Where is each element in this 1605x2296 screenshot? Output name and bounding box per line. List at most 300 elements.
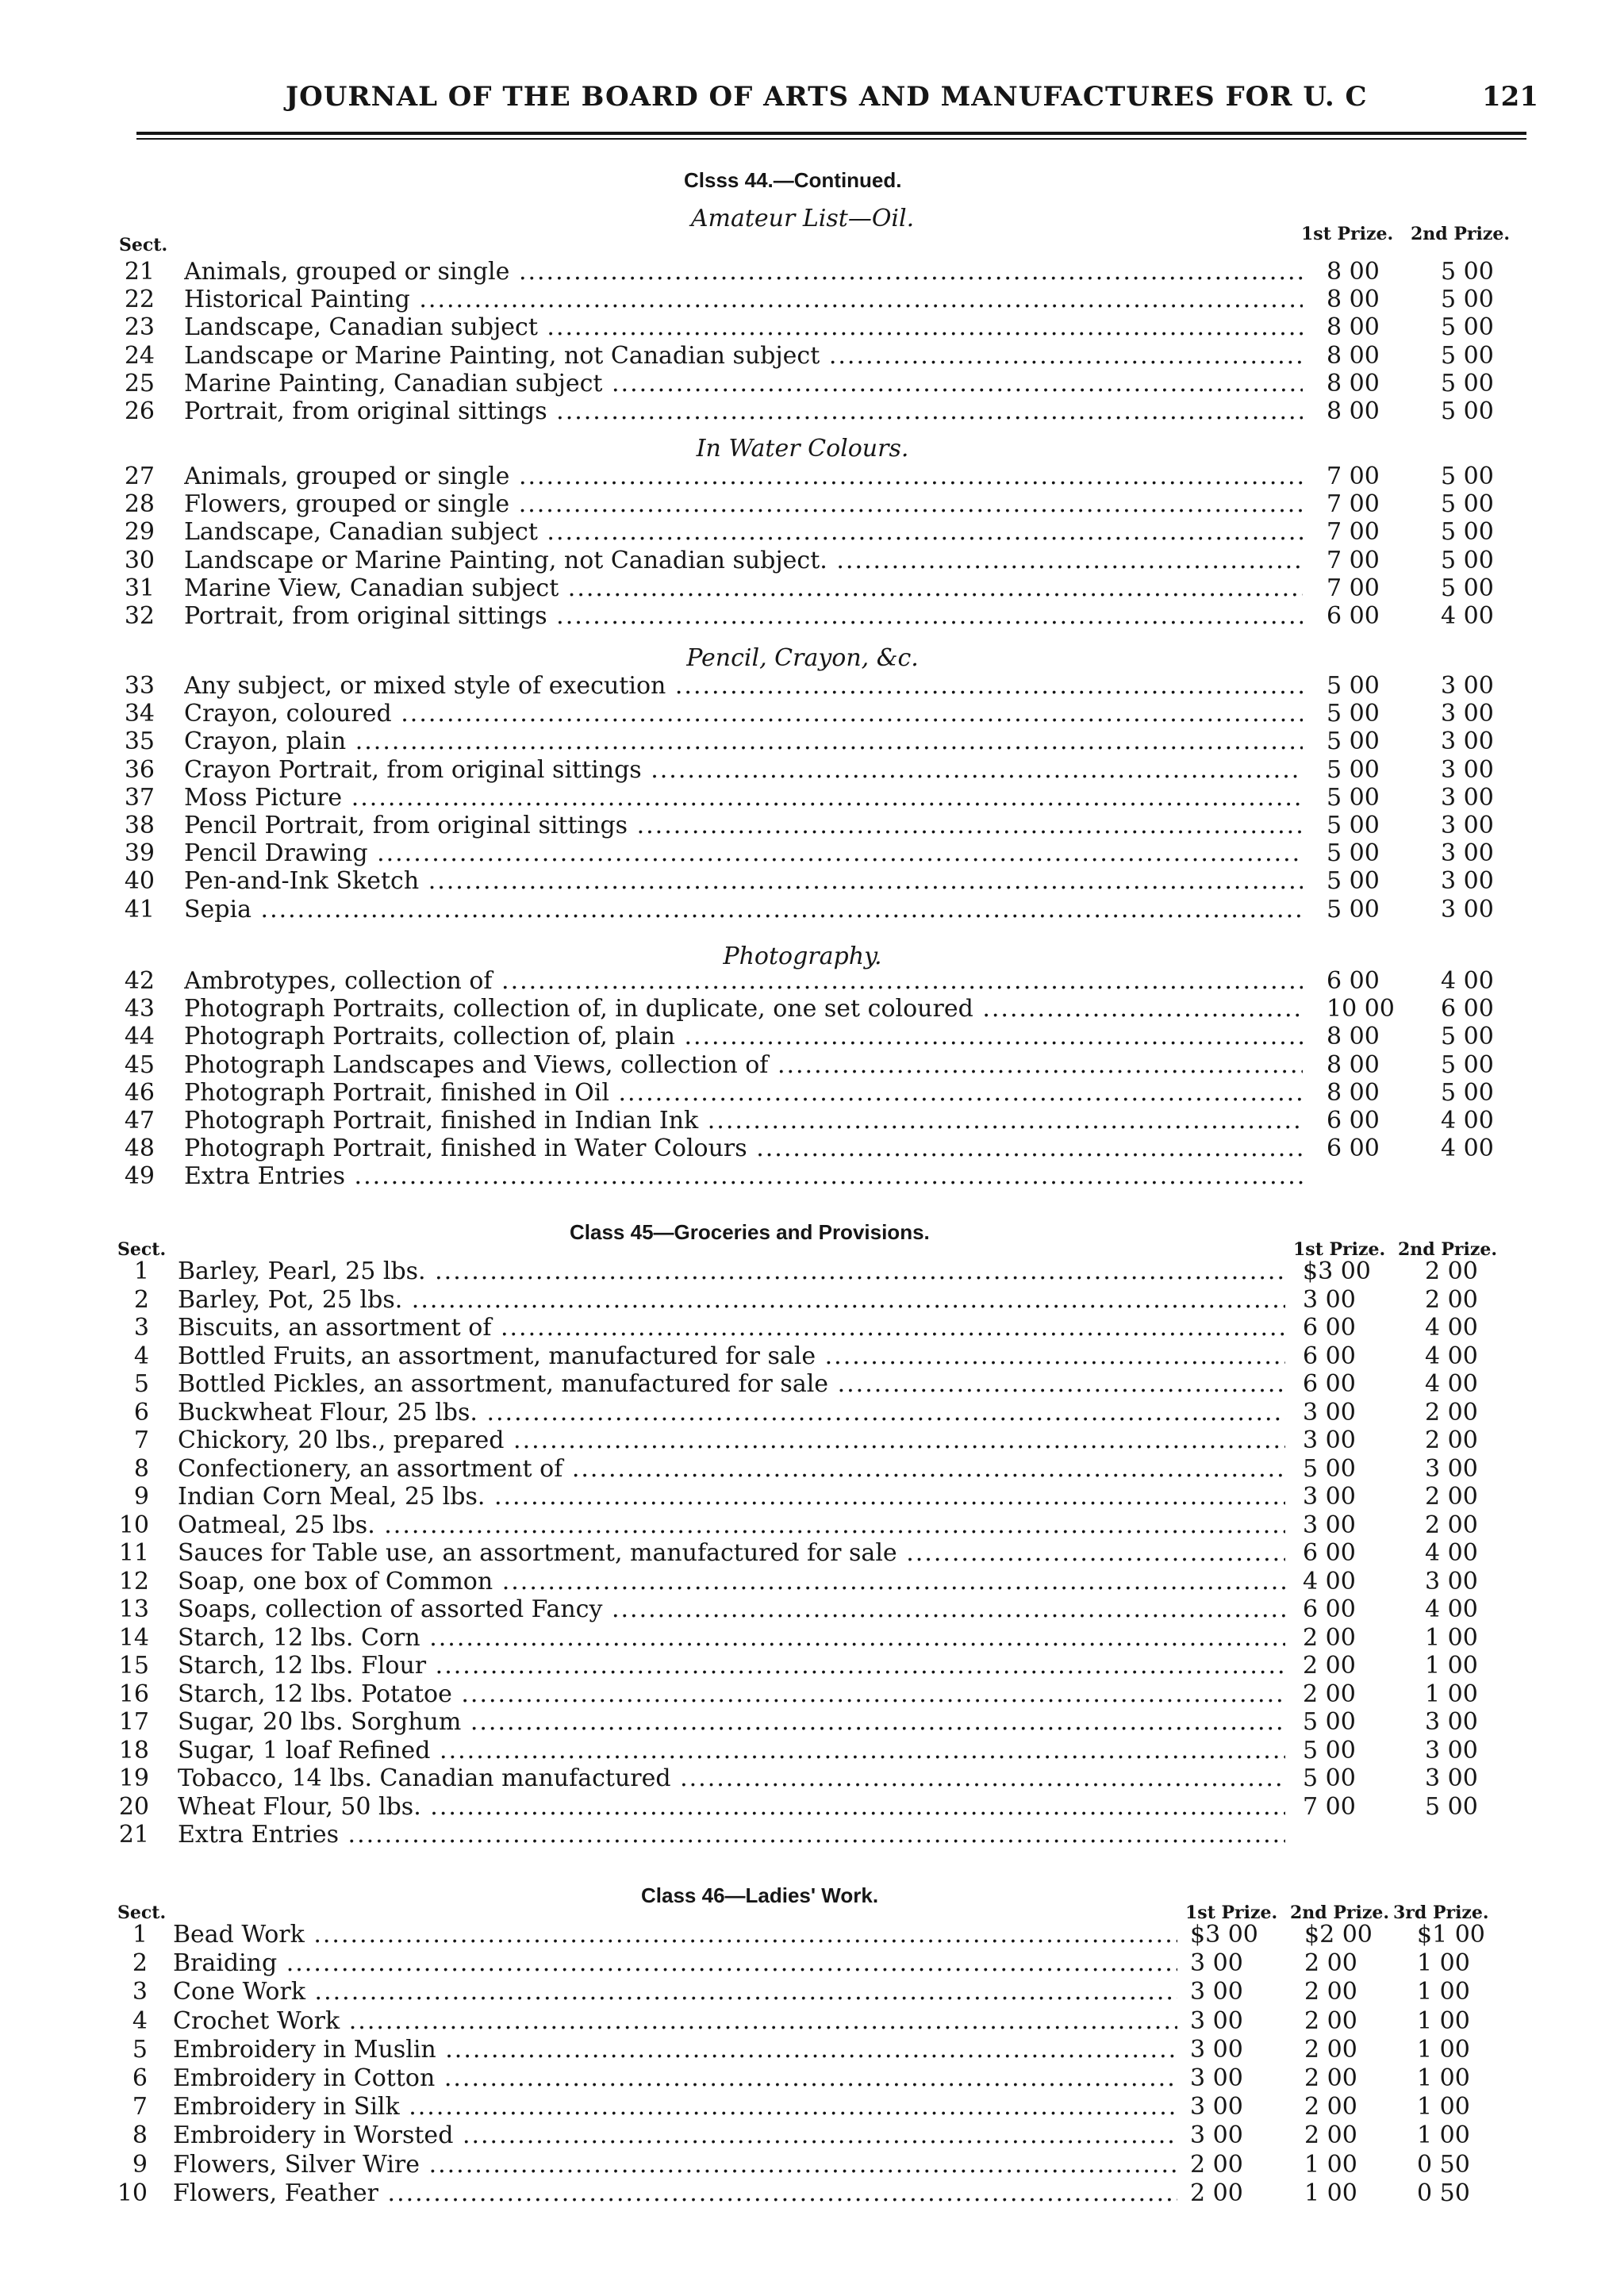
second-prize-amount: 4 00 bbox=[1441, 602, 1494, 630]
first-prize-amount: 4 00 bbox=[1303, 1567, 1356, 1595]
sect-number: 7 bbox=[133, 1426, 149, 1454]
second-prize-amount: 5 00 bbox=[1441, 463, 1494, 490]
sect-number: 6 bbox=[132, 2064, 148, 2092]
sect-number: 2 bbox=[133, 1285, 149, 1314]
entry-description: Cone Work ..... bbox=[173, 1979, 1177, 2006]
sect-number: 45 bbox=[124, 1050, 155, 1079]
table-row bbox=[0, 868, 1605, 895]
first-prize-amount: 7 00 bbox=[1327, 490, 1380, 519]
entry-description: Barley, Pearl, 25 lbs. ..... bbox=[178, 1258, 1285, 1285]
entry-description: Photograph Portraits, collection of, in duplicate, one set coloured ..... bbox=[184, 996, 1303, 1023]
header-rule-thick bbox=[136, 132, 1526, 135]
second-prize-amount: 2 00 bbox=[1425, 1398, 1478, 1426]
first-prize-amount: 6 00 bbox=[1303, 1314, 1356, 1342]
first-prize-amount: 3 00 bbox=[1190, 2006, 1243, 2035]
entry-description: Animals, grouped or single ..... bbox=[184, 259, 1303, 286]
sect-number: 3 bbox=[133, 1314, 149, 1342]
sect-number: 38 bbox=[124, 812, 155, 839]
sect-number: 29 bbox=[124, 518, 155, 547]
table-row bbox=[0, 1765, 1605, 1792]
sect-number: 25 bbox=[124, 369, 155, 397]
first-prize-amount: 3 00 bbox=[1190, 2093, 1243, 2121]
second-prize-amount: 4 00 bbox=[1441, 1107, 1494, 1135]
first-prize-amount: 8 00 bbox=[1327, 286, 1380, 314]
second-prize-amount: 3 00 bbox=[1425, 1708, 1478, 1736]
first-prize-amount: 3 00 bbox=[1303, 1483, 1356, 1511]
second-prize-amount: $2 00 bbox=[1304, 1921, 1373, 1949]
table-row bbox=[0, 398, 1605, 425]
entry-description: Landscape or Marine Painting, not Canadian subject. ..... bbox=[184, 547, 1303, 574]
table-row bbox=[0, 1568, 1605, 1595]
table-row bbox=[0, 968, 1605, 995]
table-row bbox=[0, 603, 1605, 630]
sect-number: 47 bbox=[124, 1107, 155, 1135]
sect-number: 9 bbox=[133, 1483, 149, 1511]
sect-number: 32 bbox=[124, 602, 155, 630]
class-46-heading: Class 46—Ladies' Work. bbox=[641, 1883, 879, 1907]
second-prize-amount: 1 00 bbox=[1304, 2179, 1357, 2207]
second-prize-amount: 4 00 bbox=[1425, 1370, 1478, 1398]
table-row bbox=[0, 1737, 1605, 1764]
table-row bbox=[0, 1080, 1605, 1107]
entry-description: Barley, Pot, 25 lbs. ..... bbox=[178, 1287, 1285, 1314]
sect-number: 24 bbox=[124, 341, 155, 370]
second-prize-amount: 4 00 bbox=[1425, 1314, 1478, 1342]
table-row bbox=[0, 1596, 1605, 1623]
first-prize-amount: 7 00 bbox=[1327, 546, 1380, 574]
third-prize-amount: 1 00 bbox=[1417, 2035, 1470, 2064]
third-prize-amount: $1 00 bbox=[1417, 1921, 1485, 1949]
second-prize-amount: 3 00 bbox=[1441, 812, 1494, 839]
entry-description: Any subject, or mixed style of execution ..... bbox=[184, 673, 1303, 700]
entry-description: Buckwheat Flour, 25 lbs. ..... bbox=[178, 1399, 1285, 1426]
first-prize-amount: 3 00 bbox=[1190, 1949, 1243, 1978]
class-44-sect-label: Sect. bbox=[119, 235, 168, 255]
third-prize-amount: 1 00 bbox=[1417, 1978, 1470, 2006]
first-prize-amount: 5 00 bbox=[1327, 895, 1380, 923]
second-prize-amount: 2 00 bbox=[1425, 1285, 1478, 1314]
sect-number: 18 bbox=[118, 1736, 149, 1764]
table-row bbox=[0, 314, 1605, 341]
table-row bbox=[0, 1794, 1605, 1821]
sect-number: 41 bbox=[124, 895, 155, 923]
second-prize-amount: 5 00 bbox=[1425, 1792, 1478, 1821]
table-row bbox=[0, 996, 1605, 1023]
table-row bbox=[0, 491, 1605, 518]
second-prize-amount: 5 00 bbox=[1441, 397, 1494, 425]
entry-description: Ambrotypes, collection of ..... bbox=[184, 968, 1303, 995]
entry-description: Embroidery in Worsted ..... bbox=[173, 2122, 1177, 2149]
entry-description: Indian Corn Meal, 25 lbs. ..... bbox=[178, 1484, 1285, 1511]
third-prize-amount: 1 00 bbox=[1417, 2006, 1470, 2035]
first-prize-amount: 3 00 bbox=[1303, 1398, 1356, 1426]
table-row bbox=[0, 1709, 1605, 1736]
second-prize-amount: 3 00 bbox=[1441, 700, 1494, 728]
table-row bbox=[0, 547, 1605, 574]
sect-number: 40 bbox=[124, 867, 155, 896]
first-prize-amount: 6 00 bbox=[1327, 967, 1380, 995]
first-prize-amount: 8 00 bbox=[1327, 1078, 1380, 1107]
sect-number: 28 bbox=[124, 490, 155, 519]
second-prize-amount: 3 00 bbox=[1441, 783, 1494, 812]
sect-number: 33 bbox=[124, 672, 155, 700]
third-prize-amount: 1 00 bbox=[1417, 2121, 1470, 2150]
second-prize-amount: 4 00 bbox=[1425, 1342, 1478, 1370]
second-prize-amount: 4 00 bbox=[1425, 1539, 1478, 1567]
class-46-sect-label: Sect. bbox=[117, 1902, 167, 1923]
first-prize-amount: $3 00 bbox=[1303, 1257, 1371, 1285]
entry-description: Bead Work ..... bbox=[173, 1922, 1177, 1949]
second-prize-amount: 5 00 bbox=[1441, 341, 1494, 370]
table-row bbox=[0, 519, 1605, 546]
first-prize-amount: 7 00 bbox=[1327, 518, 1380, 547]
first-prize-amount: 6 00 bbox=[1303, 1342, 1356, 1370]
second-prize-amount: 3 00 bbox=[1425, 1567, 1478, 1595]
first-prize-amount: 6 00 bbox=[1327, 1135, 1380, 1163]
second-prize-amount: 5 00 bbox=[1441, 369, 1494, 397]
second-prize-amount: 5 00 bbox=[1441, 258, 1494, 286]
entry-description: Sugar, 1 loaf Refined ..... bbox=[178, 1737, 1285, 1764]
table-row bbox=[0, 2122, 1605, 2149]
entry-description: Starch, 12 lbs. Flour ..... bbox=[178, 1653, 1285, 1680]
sect-number: 14 bbox=[118, 1623, 149, 1652]
sect-number: 48 bbox=[124, 1135, 155, 1163]
second-prize-amount: 2 00 bbox=[1304, 2093, 1357, 2121]
second-prize-amount: 5 00 bbox=[1441, 490, 1494, 519]
table-row bbox=[0, 1399, 1605, 1426]
entry-description: Animals, grouped or single ..... bbox=[184, 463, 1303, 490]
sect-number: 46 bbox=[124, 1078, 155, 1107]
entry-description: Photograph Portrait, finished in Oil ..... bbox=[184, 1080, 1303, 1107]
class-45-heading: Class 45—Groceries and Provisions. bbox=[570, 1220, 930, 1244]
second-prize-amount: 3 00 bbox=[1441, 672, 1494, 700]
class-44-subheading: Amateur List—Oil. bbox=[690, 205, 915, 232]
table-row bbox=[0, 897, 1605, 923]
first-prize-amount: 2 00 bbox=[1303, 1680, 1356, 1708]
sect-number: 1 bbox=[133, 1257, 149, 1285]
second-prize-amount: 3 00 bbox=[1441, 839, 1494, 868]
page-number: 121 bbox=[1482, 81, 1538, 113]
third-prize-amount: 0 50 bbox=[1417, 2179, 1470, 2207]
sect-number: 3 bbox=[132, 1978, 148, 2006]
second-prize-amount: 1 00 bbox=[1425, 1680, 1478, 1708]
sect-number: 8 bbox=[133, 1454, 149, 1483]
entry-description: Confectionery, an assortment of ..... bbox=[178, 1456, 1285, 1483]
second-prize-amount: 5 00 bbox=[1441, 574, 1494, 602]
entry-description: Sugar, 20 lbs. Sorghum ..... bbox=[178, 1709, 1285, 1736]
class-44-subheading: Pencil, Crayon, &c. bbox=[686, 644, 919, 672]
table-row bbox=[0, 1540, 1605, 1567]
table-row bbox=[0, 757, 1605, 784]
entry-description: Landscape, Canadian subject ..... bbox=[184, 519, 1303, 546]
table-row bbox=[0, 840, 1605, 867]
first-prize-amount: 3 00 bbox=[1190, 2064, 1243, 2092]
second-prize-amount: 5 00 bbox=[1441, 286, 1494, 314]
entry-description: Starch, 12 lbs. Potatoe ..... bbox=[178, 1681, 1285, 1708]
first-prize-amount: 5 00 bbox=[1327, 728, 1380, 756]
table-row bbox=[0, 1625, 1605, 1652]
sect-number: 7 bbox=[132, 2093, 148, 2121]
class-45-prize1-header: 1st Prize. bbox=[1293, 1239, 1386, 1260]
sect-number: 4 bbox=[132, 2006, 148, 2035]
first-prize-amount: 5 00 bbox=[1303, 1736, 1356, 1764]
second-prize-amount: 2 00 bbox=[1425, 1426, 1478, 1454]
third-prize-amount: 1 00 bbox=[1417, 1949, 1470, 1978]
entry-description: Wheat Flour, 50 lbs. ..... bbox=[178, 1794, 1285, 1821]
table-row bbox=[0, 1822, 1605, 1849]
second-prize-amount: 3 00 bbox=[1441, 728, 1494, 756]
entry-description: Portrait, from original sittings ..... bbox=[184, 603, 1303, 630]
table-row bbox=[0, 1052, 1605, 1079]
second-prize-amount: 4 00 bbox=[1441, 1135, 1494, 1163]
first-prize-amount: 3 00 bbox=[1303, 1285, 1356, 1314]
sect-number: 15 bbox=[118, 1652, 149, 1680]
table-row bbox=[0, 1456, 1605, 1483]
table-row bbox=[0, 371, 1605, 397]
first-prize-amount: 5 00 bbox=[1327, 755, 1380, 784]
sect-number: 31 bbox=[124, 574, 155, 602]
class-45-sect-label: Sect. bbox=[117, 1239, 167, 1260]
entry-description: Landscape or Marine Painting, not Canadian subject ..... bbox=[184, 343, 1303, 370]
table-row bbox=[0, 1484, 1605, 1511]
sect-number: 13 bbox=[118, 1595, 149, 1623]
table-row bbox=[0, 463, 1605, 490]
first-prize-amount: 8 00 bbox=[1327, 258, 1380, 286]
table-row bbox=[0, 1258, 1605, 1285]
sect-number: 17 bbox=[118, 1708, 149, 1736]
first-prize-amount: 6 00 bbox=[1303, 1595, 1356, 1623]
sect-number: 44 bbox=[124, 1023, 155, 1051]
first-prize-amount: 5 00 bbox=[1303, 1764, 1356, 1792]
table-row bbox=[0, 286, 1605, 313]
first-prize-amount: 5 00 bbox=[1303, 1708, 1356, 1736]
second-prize-amount: 2 00 bbox=[1425, 1511, 1478, 1539]
table-row bbox=[0, 1371, 1605, 1398]
sect-number: 16 bbox=[118, 1680, 149, 1708]
sect-number: 2 bbox=[132, 1949, 148, 1978]
first-prize-amount: 8 00 bbox=[1327, 1050, 1380, 1079]
first-prize-amount: 5 00 bbox=[1327, 783, 1380, 812]
sect-number: 27 bbox=[124, 463, 155, 490]
entry-description: Chickory, 20 lbs., prepared ..... bbox=[178, 1427, 1285, 1454]
second-prize-amount: 2 00 bbox=[1425, 1483, 1478, 1511]
sect-number: 19 bbox=[118, 1764, 149, 1792]
entry-description: Pencil Drawing ..... bbox=[184, 840, 1303, 867]
entry-description: Flowers, Feather ..... bbox=[173, 2180, 1177, 2207]
entry-description: Moss Picture ..... bbox=[184, 785, 1303, 812]
entry-description: Flowers, Silver Wire ..... bbox=[173, 2152, 1177, 2179]
first-prize-amount: 7 00 bbox=[1327, 463, 1380, 490]
second-prize-amount: 4 00 bbox=[1425, 1595, 1478, 1623]
class-46-prize1-header: 1st Prize. bbox=[1185, 1902, 1278, 1923]
first-prize-amount: 5 00 bbox=[1327, 867, 1380, 896]
second-prize-amount: 5 00 bbox=[1441, 1050, 1494, 1079]
second-prize-amount: 2 00 bbox=[1304, 2121, 1357, 2150]
entry-description: Pencil Portrait, from original sittings ..... bbox=[184, 812, 1303, 839]
first-prize-amount: 7 00 bbox=[1303, 1792, 1356, 1821]
table-row bbox=[0, 1653, 1605, 1680]
second-prize-amount: 3 00 bbox=[1441, 867, 1494, 896]
third-prize-amount: 1 00 bbox=[1417, 2064, 1470, 2092]
first-prize-amount: 2 00 bbox=[1190, 2150, 1243, 2179]
class-46-prize2-header: 2nd Prize. bbox=[1290, 1902, 1389, 1923]
class-46-prize3-header: 3rd Prize. bbox=[1393, 1902, 1489, 1923]
table-row bbox=[0, 785, 1605, 812]
entry-description: Soaps, collection of assorted Fancy ..... bbox=[178, 1596, 1285, 1623]
table-row bbox=[0, 673, 1605, 700]
table-row bbox=[0, 2065, 1605, 2092]
entry-description: Embroidery in Muslin ..... bbox=[173, 2037, 1177, 2064]
table-row bbox=[0, 2008, 1605, 2035]
first-prize-amount: 8 00 bbox=[1327, 1023, 1380, 1051]
second-prize-amount: 5 00 bbox=[1441, 546, 1494, 574]
table-row bbox=[0, 1922, 1605, 1949]
second-prize-amount: 2 00 bbox=[1304, 2035, 1357, 2064]
table-row bbox=[0, 343, 1605, 370]
first-prize-amount: 8 00 bbox=[1327, 369, 1380, 397]
entry-description: Bottled Fruits, an assortment, manufactured for sale ..... bbox=[178, 1343, 1285, 1370]
entry-description: Braiding ..... bbox=[173, 1950, 1177, 1977]
first-prize-amount: 3 00 bbox=[1303, 1426, 1356, 1454]
entry-description: Embroidery in Silk ..... bbox=[173, 2094, 1177, 2121]
entry-description: Photograph Landscapes and Views, collection of ..... bbox=[184, 1052, 1303, 1079]
table-row bbox=[0, 1315, 1605, 1342]
first-prize-amount: 5 00 bbox=[1327, 700, 1380, 728]
entry-description: Sauces for Table use, an assortment, manufactured for sale ..... bbox=[178, 1540, 1285, 1567]
sect-number: 5 bbox=[132, 2035, 148, 2064]
table-row bbox=[0, 1512, 1605, 1539]
sect-number: 8 bbox=[132, 2121, 148, 2150]
second-prize-amount: 3 00 bbox=[1425, 1454, 1478, 1483]
second-prize-amount: 3 00 bbox=[1425, 1764, 1478, 1792]
second-prize-amount: 3 00 bbox=[1441, 755, 1494, 784]
table-row bbox=[0, 1163, 1605, 1190]
sect-number: 20 bbox=[118, 1792, 149, 1821]
table-row bbox=[0, 1135, 1605, 1162]
sect-number: 36 bbox=[124, 755, 155, 784]
sect-number: 10 bbox=[117, 2179, 148, 2207]
second-prize-amount: 1 00 bbox=[1425, 1652, 1478, 1680]
sect-number: 9 bbox=[132, 2150, 148, 2179]
second-prize-amount: 5 00 bbox=[1441, 1078, 1494, 1107]
first-prize-amount: 8 00 bbox=[1327, 313, 1380, 342]
class-44-subheading: Photography. bbox=[723, 943, 882, 970]
second-prize-amount: 2 00 bbox=[1304, 1978, 1357, 2006]
first-prize-amount: 10 00 bbox=[1327, 995, 1395, 1023]
table-row bbox=[0, 575, 1605, 602]
sect-number: 35 bbox=[124, 728, 155, 756]
first-prize-amount: 6 00 bbox=[1327, 602, 1380, 630]
table-row bbox=[0, 701, 1605, 728]
entry-description: Extra Entries ..... bbox=[184, 1163, 1303, 1190]
table-row bbox=[0, 1023, 1605, 1050]
second-prize-amount: 6 00 bbox=[1441, 995, 1494, 1023]
sect-number: 30 bbox=[124, 546, 155, 574]
table-row bbox=[0, 2094, 1605, 2121]
table-row bbox=[0, 2037, 1605, 2064]
first-prize-amount: 3 00 bbox=[1190, 2121, 1243, 2150]
second-prize-amount: 5 00 bbox=[1441, 518, 1494, 547]
sect-number: 4 bbox=[133, 1342, 149, 1370]
second-prize-amount: 2 00 bbox=[1304, 1949, 1357, 1978]
first-prize-amount: 6 00 bbox=[1303, 1370, 1356, 1398]
class-44-subheading: In Water Colours. bbox=[696, 435, 909, 463]
first-prize-amount: 8 00 bbox=[1327, 397, 1380, 425]
entry-description: Photograph Portraits, collection of, plain ..... bbox=[184, 1023, 1303, 1050]
table-row bbox=[0, 812, 1605, 839]
entry-description: Crayon Portrait, from original sittings ..... bbox=[184, 757, 1303, 784]
sect-number: 21 bbox=[118, 1821, 149, 1849]
first-prize-amount: 8 00 bbox=[1327, 341, 1380, 370]
table-row bbox=[0, 728, 1605, 755]
sect-number: 12 bbox=[118, 1567, 149, 1595]
table-row bbox=[0, 2152, 1605, 2179]
header-rule-thin bbox=[136, 138, 1526, 140]
entry-description: Photograph Portrait, finished in Indian Ink ..... bbox=[184, 1108, 1303, 1135]
first-prize-amount: 6 00 bbox=[1303, 1539, 1356, 1567]
sect-number: 5 bbox=[133, 1370, 149, 1398]
sect-number: 11 bbox=[118, 1539, 149, 1567]
sect-number: 1 bbox=[132, 1921, 148, 1949]
entry-description: Tobacco, 14 lbs. Canadian manufactured ..... bbox=[178, 1765, 1285, 1792]
second-prize-amount: 4 00 bbox=[1441, 967, 1494, 995]
entry-description: Portrait, from original sittings ..... bbox=[184, 398, 1303, 425]
class-44-prize2-header: 2nd Prize. bbox=[1411, 224, 1510, 244]
sect-number: 22 bbox=[124, 286, 155, 314]
entry-description: Biscuits, an assortment of ..... bbox=[178, 1315, 1285, 1342]
class-44-prize1-header: 1st Prize. bbox=[1301, 224, 1394, 244]
first-prize-amount: 5 00 bbox=[1303, 1454, 1356, 1483]
table-row bbox=[0, 1979, 1605, 2006]
entry-description: Crochet Work ..... bbox=[173, 2008, 1177, 2035]
sect-number: 49 bbox=[124, 1162, 155, 1191]
table-row bbox=[0, 1681, 1605, 1708]
entry-description: Marine Painting, Canadian subject ..... bbox=[184, 371, 1303, 397]
sect-number: 34 bbox=[124, 700, 155, 728]
entry-description: Bottled Pickles, an assortment, manufactured for sale ..... bbox=[178, 1371, 1285, 1398]
first-prize-amount: 2 00 bbox=[1303, 1652, 1356, 1680]
third-prize-amount: 1 00 bbox=[1417, 2093, 1470, 2121]
sect-number: 37 bbox=[124, 783, 155, 812]
entry-description: Soap, one box of Common ..... bbox=[178, 1568, 1285, 1595]
entry-description: Crayon, plain ..... bbox=[184, 728, 1303, 755]
second-prize-amount: 5 00 bbox=[1441, 313, 1494, 342]
running-header: JOURNAL OF THE BOARD OF ARTS AND MANUFACTURES FOR U. C bbox=[286, 81, 1368, 113]
class-44-heading: Clsss 44.—Continued. bbox=[684, 168, 902, 192]
entry-description: Photograph Portrait, finished in Water Colours ..... bbox=[184, 1135, 1303, 1162]
second-prize-amount: 5 00 bbox=[1441, 1023, 1494, 1051]
sect-number: 42 bbox=[124, 967, 155, 995]
sect-number: 39 bbox=[124, 839, 155, 868]
second-prize-amount: 2 00 bbox=[1304, 2006, 1357, 2035]
table-row bbox=[0, 2180, 1605, 2207]
first-prize-amount: 3 00 bbox=[1190, 2035, 1243, 2064]
sect-number: 43 bbox=[124, 995, 155, 1023]
entry-description: Historical Painting ..... bbox=[184, 286, 1303, 313]
entry-description: Flowers, grouped or single ..... bbox=[184, 491, 1303, 518]
sect-number: 23 bbox=[124, 313, 155, 342]
second-prize-amount: 3 00 bbox=[1441, 895, 1494, 923]
sect-number: 6 bbox=[133, 1398, 149, 1426]
second-prize-amount: 3 00 bbox=[1425, 1736, 1478, 1764]
first-prize-amount: 2 00 bbox=[1190, 2179, 1243, 2207]
table-row bbox=[0, 1343, 1605, 1370]
first-prize-amount: 3 00 bbox=[1303, 1511, 1356, 1539]
second-prize-amount: 1 00 bbox=[1304, 2150, 1357, 2179]
sect-number: 26 bbox=[124, 397, 155, 425]
first-prize-amount: 7 00 bbox=[1327, 574, 1380, 602]
entry-description: Landscape, Canadian subject ..... bbox=[184, 314, 1303, 341]
